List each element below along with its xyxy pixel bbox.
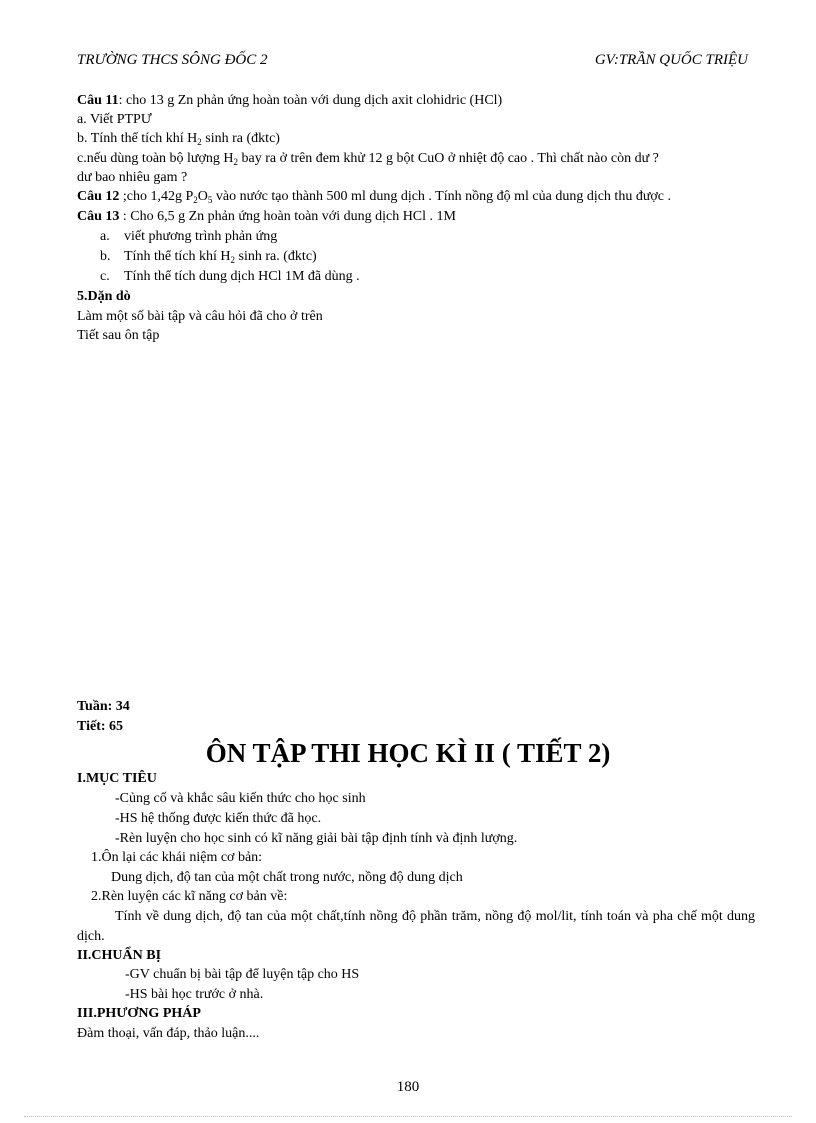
header-teacher: GV:TRẦN QUỐC TRIỆU [594,52,748,68]
question-11-label: Câu 11 [77,93,119,108]
objective-sub-2: 2.Rèn luyện các kĩ năng cơ bản về: [91,889,288,904]
objectives-heading: I.MỤC TIÊU [77,771,157,786]
question-13-b: b. Tính thể tích khí $H_2$ sinh ra. (đktc) [100,249,317,265]
question-11 [77,92,502,110]
question-11-b: b. Tính thể tích khí $H_2$ sinh ra (đktc) [77,131,280,147]
preparation-heading: II.CHUẨN BỊ [77,948,162,963]
footer-divider [24,1116,792,1117]
method-text: Đàm thoại, vấn đáp, thảo luận.... [77,1026,260,1041]
objective-sub-2-text: Tính về dung dịch, độ tan của một chất,tính nồng độ phần trăm, nồng độ mol/lit, tính toán và pha chế một dung dịch. [77,909,755,944]
question-13-c: c. Tính thể tích dung dịch HCl 1M đã dùng . [100,269,360,284]
section-5-title: 5.Dặn dò [77,289,131,304]
question-13-text: : Cho 6,5 g Zn phản ứng hoàn toàn với dung dịch HCl . 1M [119,209,456,224]
section-5-line1: Làm một số bài tập và câu hỏi đã cho ở trên [77,309,323,324]
question-12: Câu 12 ;cho 1,42g $P_2O_5$ vào nước tạo thành 500 ml dung dịch . Tính nồng độ ml của dung dịch thu được . [77,189,672,205]
objective-sub-1-text: Dung dịch, độ tan của một chất trong nước, nồng độ dung dịch [111,870,463,885]
section-5-line2: Tiết sau ôn tập [77,328,160,343]
week-label: Tuần: 34 [77,699,130,714]
question-11-c: c.nếu dùng toàn bộ lượng $H_2$ bay ra ở trên đem khử 12 g bột CuO ở nhiệt độ cao . Thì chất nào còn dư ? [77,151,659,167]
lesson-label: Tiết: 65 [77,719,124,734]
header-school: TRƯỜNG THCS SÔNG ĐỐC 2 [77,52,268,68]
question-11-text: : cho 13 g Zn phản ứng hoàn toàn với dung dịch axit clohidric (HCl) [118,93,503,108]
preparation-item-2: -HS bài học trước ở nhà. [125,987,264,1002]
method-heading: III.PHƯƠNG PHÁP [77,1006,201,1021]
objective-item-3: -Rèn luyện cho học sinh có kĩ năng giải bài tập định tính và định lượng. [115,831,518,846]
question-11-a: a. Viết PTPƯ [77,112,152,127]
page-number: 180 [396,1079,420,1095]
page-title: ÔN TẬP THI HỌC KÌ II ( TIẾT 2) [205,738,611,768]
question-13 [77,208,456,226]
objective-item-2: -HS hệ thống được kiến thức đã học. [115,811,322,826]
objective-item-1: -Củng cố và khắc sâu kiến thức cho học sinh [115,791,366,806]
question-13-a: a. viết phương trình phản ứng [100,229,278,244]
question-11-c-line2: dư bao nhiêu gam ? [77,170,188,185]
preparation-item-1: -GV chuẩn bị bài tập để luyện tập cho HS [125,967,360,982]
objective-sub-1: 1.Ôn lại các khái niệm cơ bản: [91,850,263,865]
question-12-label: Câu 12 [77,189,120,204]
question-13-label: Câu 13 [77,209,120,224]
